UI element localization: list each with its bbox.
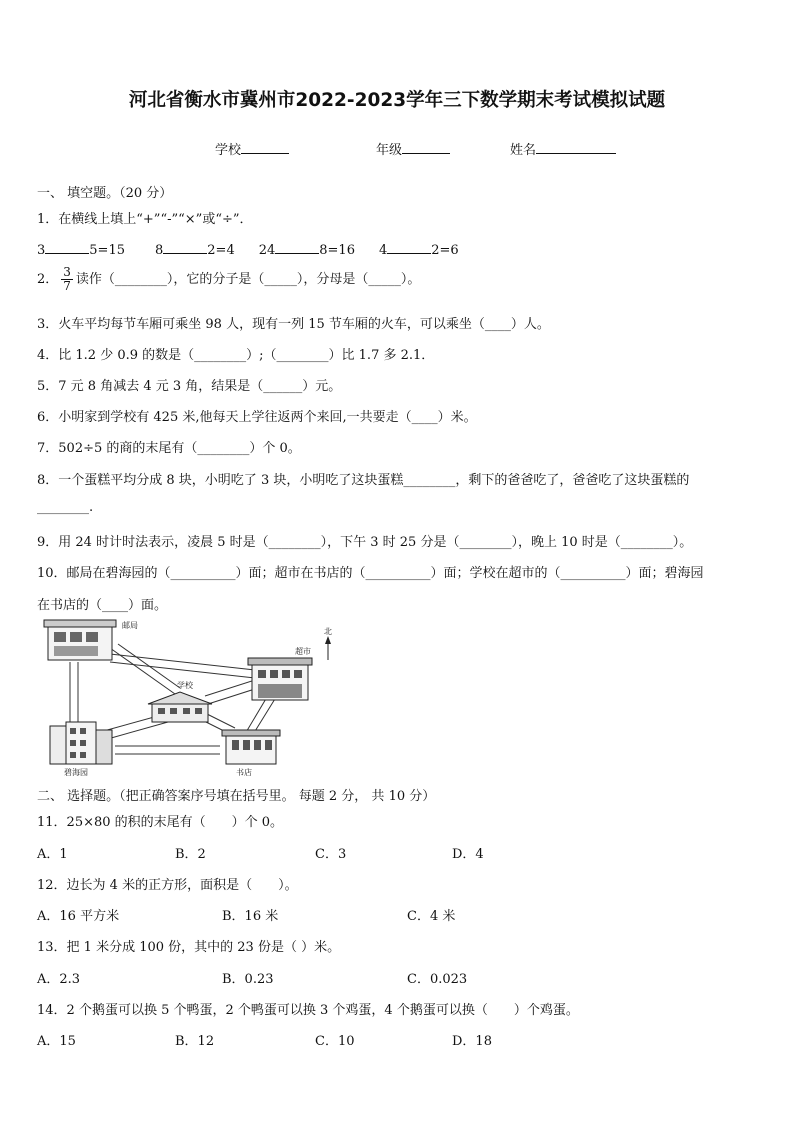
q12-option-c[interactable]: C．4 米 [407, 909, 456, 924]
school-building [148, 692, 212, 722]
q13-option-c[interactable]: C．0.023 [407, 972, 468, 987]
name-blank[interactable] [536, 140, 616, 154]
q11-option-b[interactable]: B．2 [175, 847, 206, 862]
section-2-heading: 二、 选择题。（把正确答案序号填在括号里。 每题 2 分， 共 10 分） [37, 789, 436, 804]
bookstore-label: 书店 [236, 768, 252, 777]
q11-option-a[interactable]: A．1 [37, 847, 68, 862]
q13-option-a[interactable]: A．2.3 [37, 972, 81, 987]
student-info-row [0, 139, 794, 159]
answer-blank[interactable] [45, 240, 89, 254]
q14-option-d[interactable]: D．18 [452, 1034, 492, 1049]
q14-option-b[interactable]: B．12 [175, 1034, 215, 1049]
school-field[interactable] [215, 139, 289, 158]
north-arrow [324, 626, 332, 660]
q1-item: 8=16 [319, 243, 355, 258]
question-9: 9．用 24 时计时法表示，凌晨 5 时是（________），下午 3 时 25 分是（________），晚上 10 时是（________）。 [37, 535, 693, 550]
section-1-heading: 一、 填空题。（20 分） [37, 186, 173, 201]
fraction [61, 266, 73, 293]
q14-option-c[interactable]: C．10 [315, 1034, 355, 1049]
question-10-line-2: 在书店的（____）面。 [37, 598, 168, 613]
question-8-line-1: 8．一个蛋糕平均分成 8 块，小明吃了 3 块，小明吃了这块蛋糕________，剩下的爸爸吃了，爸爸吃了这块蛋糕的 [37, 473, 690, 488]
q12-option-b[interactable]: B．16 米 [222, 909, 279, 924]
question-6: 6．小明家到学校有 425 米,他每天上学往返两个来回,一共要走（____）米。 [37, 410, 477, 425]
bihaiyuan-label: 碧海园 [64, 768, 88, 777]
answer-blank[interactable] [275, 240, 319, 254]
q14-option-a[interactable]: A．15 [37, 1034, 76, 1049]
answer-blank[interactable] [387, 240, 431, 254]
location-map [40, 614, 340, 778]
school-blank[interactable] [241, 140, 289, 154]
question-11: 11．25×80 的积的末尾有（ ）个 0。 [37, 815, 284, 830]
name-field[interactable] [510, 139, 616, 158]
question-1: 1．在横线上填上“+”“-”“×”或“÷”． [37, 212, 253, 227]
school-label: 学校 [215, 143, 242, 158]
q1-item: 2=6 [431, 243, 459, 258]
question-8-line-2: ________. [37, 500, 94, 515]
page-title: 河北省衡水市冀州市2022-2023学年三下数学期末考试模拟试题 [128, 90, 666, 111]
q11-option-d[interactable]: D．4 [452, 847, 484, 862]
question-4: 4．比 1.2 少 0.9 的数是（________）;（________）比 1.7 多 2.1． [37, 348, 435, 363]
post-office-label: 邮局 [122, 621, 138, 630]
question-7: 7．502÷5 的商的末尾有（________）个 0。 [37, 441, 301, 456]
q12-option-a[interactable]: A．16 平方米 [37, 909, 120, 924]
question-14: 14．2 个鹅蛋可以换 5 个鸭蛋，2 个鸭蛋可以换 3 个鸡蛋，4 个鹅蛋可以换（ ）个鸡蛋。 [37, 1003, 579, 1018]
question-5: 5．7 元 8 角减去 4 元 3 角，结果是（______）元。 [37, 379, 342, 394]
q1-item: 3 [37, 243, 46, 258]
q2-number: 2． [37, 272, 59, 287]
q13-option-b[interactable]: B．0.23 [222, 972, 274, 987]
name-label: 姓名 [510, 143, 537, 158]
bihaiyuan-building [50, 722, 112, 764]
question-3: 3．火车平均每节车厢可乘坐 98 人，现有一列 15 节车厢的火车，可以乘坐（____）人。 [37, 317, 550, 332]
question-1-items [37, 240, 459, 258]
question-2 [37, 266, 420, 293]
north-label: 北 [324, 627, 332, 636]
supermarket-building [248, 658, 312, 700]
supermarket-label: 超市 [295, 647, 311, 656]
q1-item: 2=4 [207, 243, 235, 258]
question-13: 13．把 1 米分成 100 份，其中的 23 份是（ ）米。 [37, 940, 341, 955]
q1-item: 4 [378, 243, 388, 258]
q1-item: 5=15 [89, 243, 125, 258]
fraction-denominator: 7 [63, 279, 71, 293]
fraction-numerator: 3 [63, 265, 71, 279]
q2-text: 读作（________），它的分子是（_____），分母是（_____）。 [75, 272, 421, 287]
q1-item: 8 [155, 243, 164, 258]
post-office-building [44, 620, 116, 660]
grade-blank[interactable] [402, 140, 450, 154]
bookstore-building [222, 730, 280, 764]
answer-blank[interactable] [163, 240, 207, 254]
q1-item: 24 [258, 243, 276, 258]
question-10-line-1: 10．邮局在碧海园的（__________）面；超市在书店的（__________）面；学校在超市的（__________）面；碧海园 [37, 566, 704, 581]
grade-field[interactable] [376, 139, 450, 158]
grade-label: 年级 [376, 143, 403, 158]
q11-option-c[interactable]: C．3 [315, 847, 347, 862]
school-label: 学校 [177, 681, 193, 690]
question-12: 12．边长为 4 米的正方形，面积是（ ）。 [37, 878, 298, 893]
